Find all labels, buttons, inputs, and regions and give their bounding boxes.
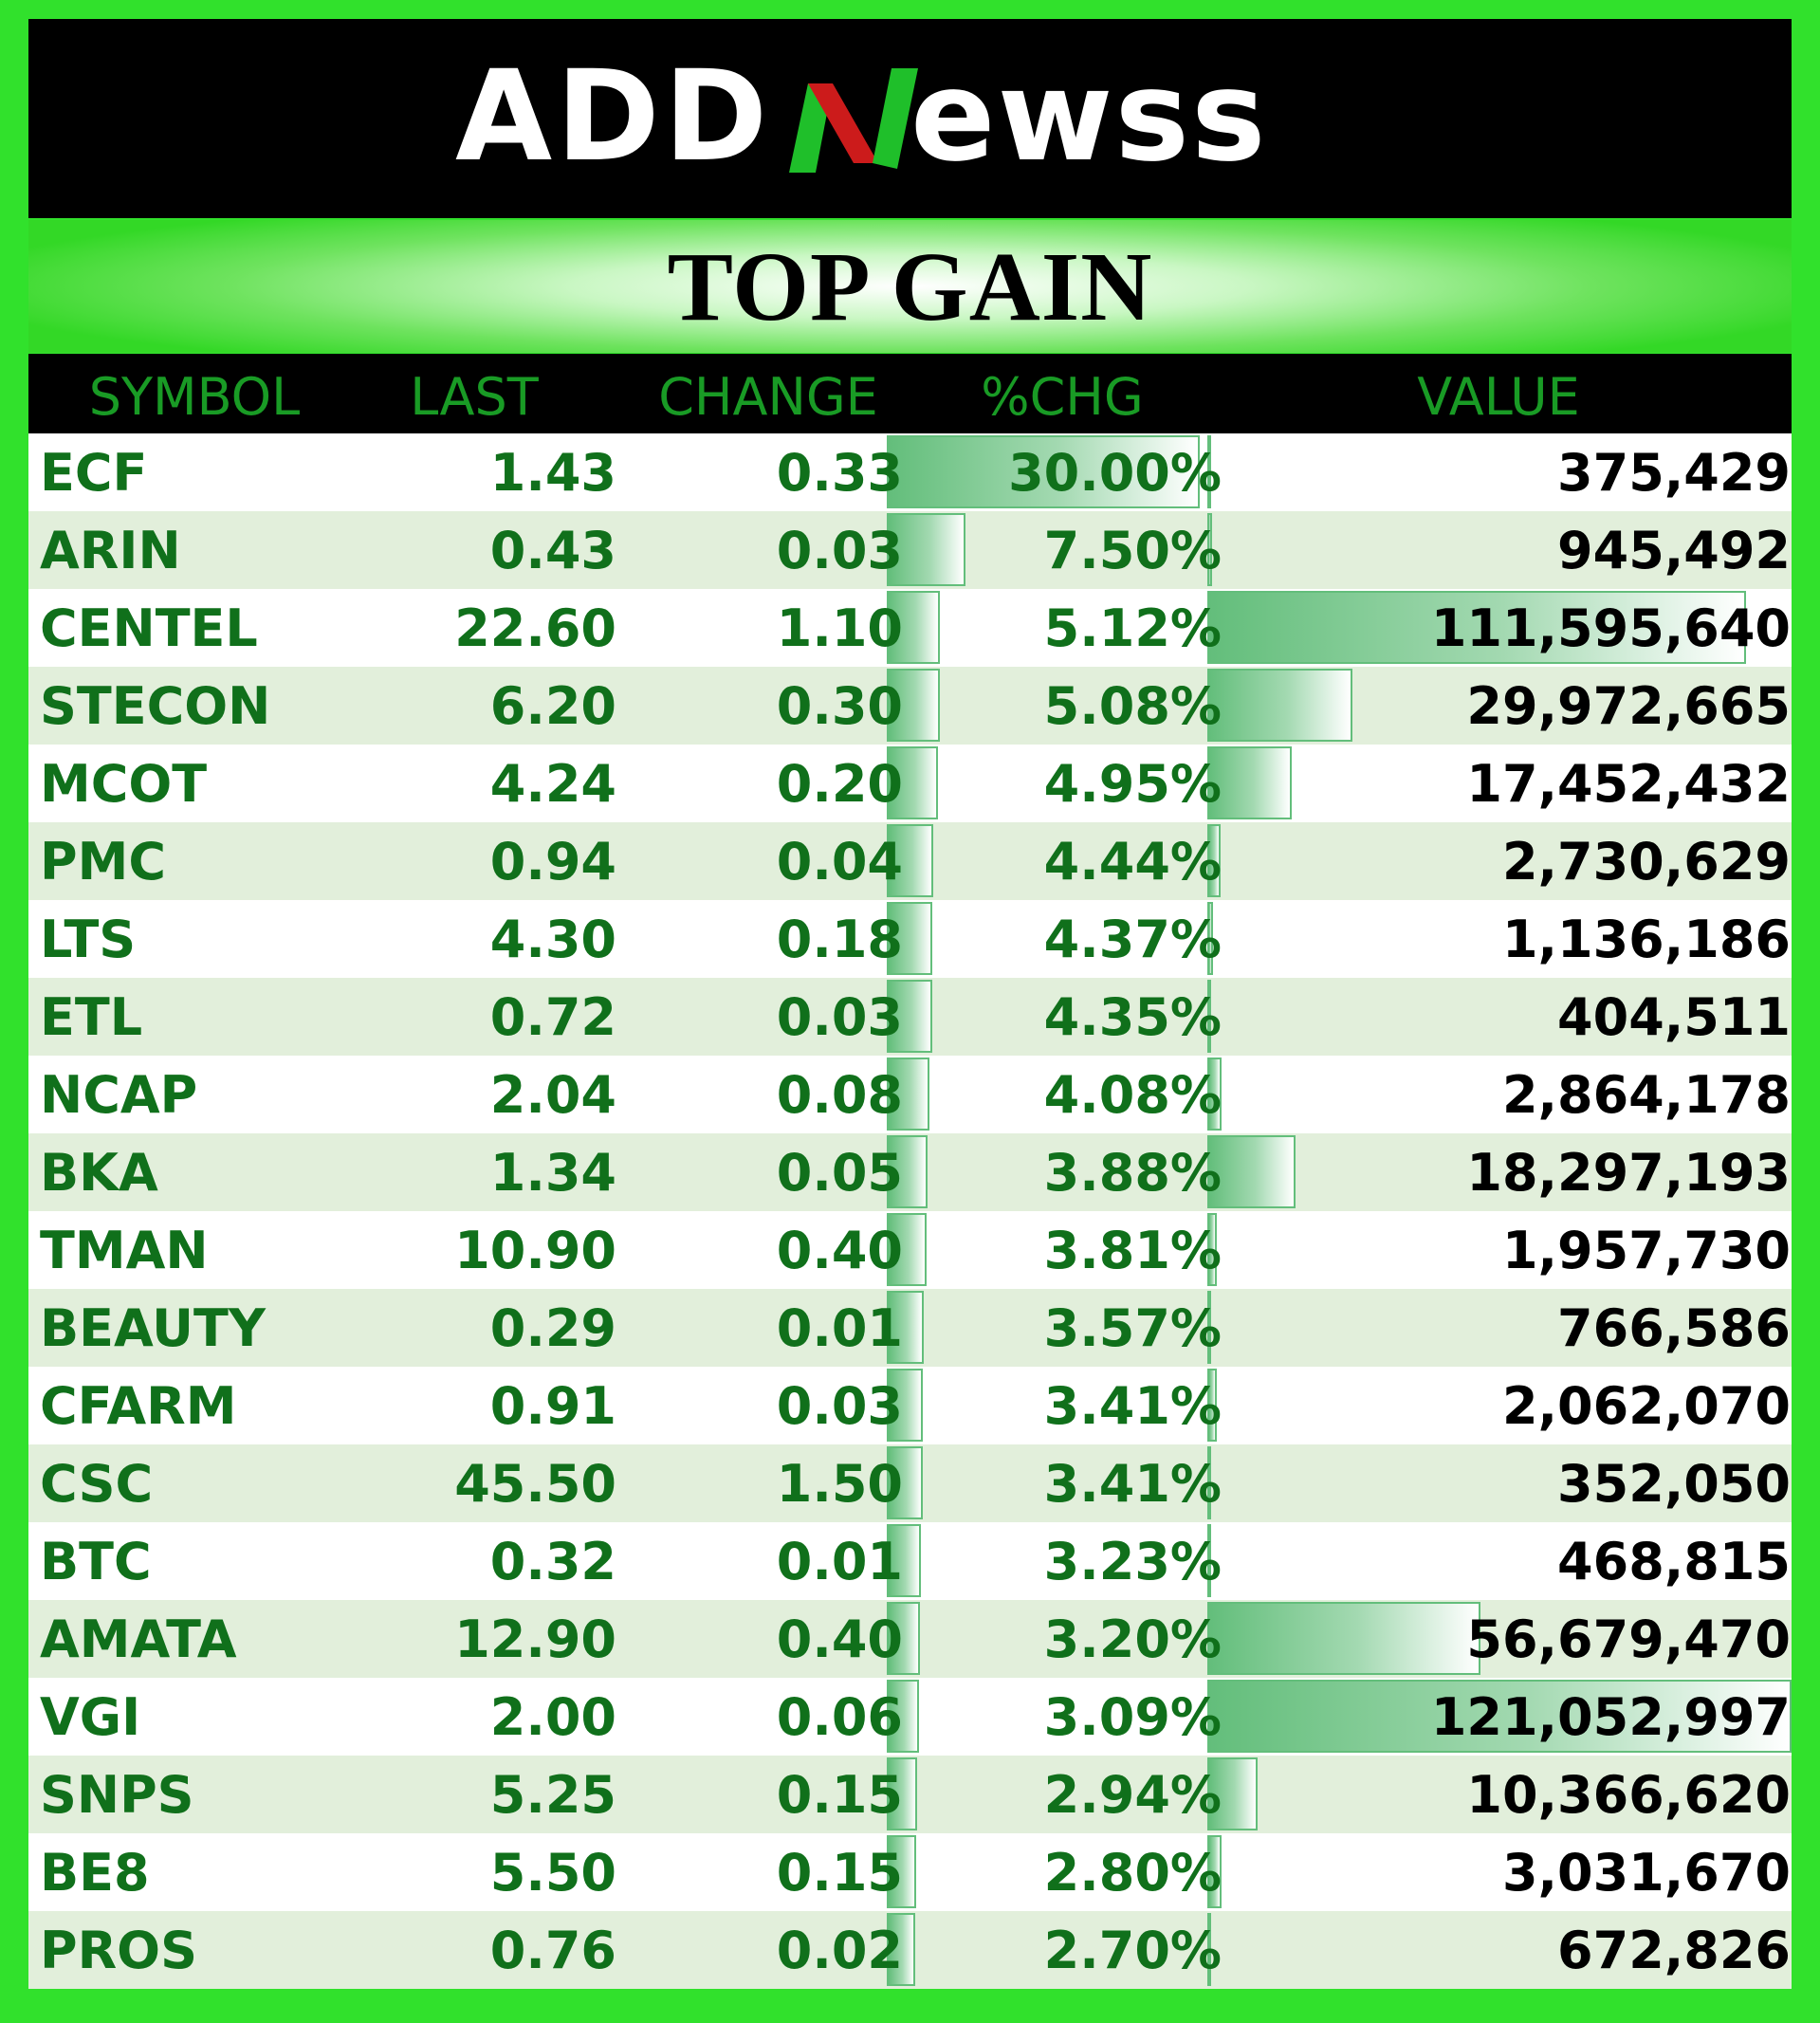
value-cell: 121,052,997	[1430, 1687, 1791, 1747]
last-price-cell: 5.25	[489, 1765, 616, 1825]
value-cell: 2,062,070	[1501, 1376, 1791, 1436]
symbol-cell: STECON	[40, 676, 271, 736]
table-row	[28, 1444, 1792, 1522]
change-cell: 0.15	[776, 1765, 903, 1825]
last-price-cell: 0.76	[489, 1921, 616, 1980]
change-cell: 0.03	[776, 521, 903, 580]
change-cell: 0.30	[776, 676, 903, 736]
table-row	[28, 1289, 1792, 1367]
table-row	[28, 745, 1792, 822]
last-price-cell: 5.50	[489, 1843, 616, 1903]
symbol-cell: AMATA	[40, 1609, 237, 1669]
header	[28, 19, 1792, 218]
value-cell: 2,730,629	[1501, 832, 1791, 892]
table-row	[28, 1211, 1792, 1289]
pct-change-cell: 3.20%	[1043, 1609, 1222, 1669]
table-row	[28, 511, 1792, 589]
change-cell: 0.02	[776, 1921, 903, 1980]
change-cell: 0.33	[776, 443, 903, 503]
change-cell: 0.15	[776, 1843, 903, 1903]
pct-change-cell: 30.00%	[1008, 443, 1222, 503]
last-price-cell: 0.91	[489, 1376, 616, 1436]
title-band	[28, 220, 1792, 353]
pct-change-cell: 3.81%	[1043, 1221, 1222, 1280]
change-cell: 0.08	[776, 1065, 903, 1125]
symbol-cell: BEAUTY	[40, 1298, 266, 1358]
symbol-cell: ETL	[40, 987, 143, 1047]
value-cell: 3,031,670	[1501, 1843, 1791, 1903]
column-header-pct-change: %CHG	[981, 367, 1144, 427]
last-price-cell: 45.50	[454, 1454, 616, 1514]
value-cell: 468,815	[1557, 1532, 1791, 1591]
last-price-cell: 6.20	[489, 676, 616, 736]
change-cell: 0.20	[776, 754, 903, 814]
last-price-cell: 0.72	[489, 987, 616, 1047]
symbol-cell: NCAP	[40, 1065, 198, 1125]
table-row	[28, 1678, 1792, 1756]
symbol-cell: PROS	[40, 1921, 197, 1980]
table-row	[28, 589, 1792, 667]
pct-change-cell: 4.08%	[1043, 1065, 1222, 1125]
table-row	[28, 1756, 1792, 1833]
pct-change-cell: 4.35%	[1043, 987, 1222, 1047]
value-cell: 1,957,730	[1501, 1221, 1791, 1280]
last-price-cell: 0.94	[489, 832, 616, 892]
pct-change-cell: 3.57%	[1043, 1298, 1222, 1358]
pct-change-cell: 3.88%	[1043, 1143, 1222, 1203]
symbol-cell: ARIN	[40, 521, 181, 580]
column-header-change: CHANGE	[658, 367, 878, 427]
last-price-cell: 0.29	[489, 1298, 616, 1358]
change-cell: 0.01	[776, 1298, 903, 1358]
last-price-cell: 0.43	[489, 521, 616, 580]
last-price-cell: 4.30	[489, 910, 616, 969]
table-row	[28, 433, 1792, 511]
table-row	[28, 1911, 1792, 1989]
pct-change-cell: 2.70%	[1043, 1921, 1222, 1980]
last-price-cell: 10.90	[454, 1221, 616, 1280]
symbol-cell: CENTEL	[40, 598, 258, 658]
value-cell: 29,972,665	[1466, 676, 1791, 736]
page-title: TOP GAIN	[667, 231, 1153, 341]
pct-change-cell: 3.09%	[1043, 1687, 1222, 1747]
table-row	[28, 667, 1792, 745]
symbol-cell: VGI	[40, 1687, 141, 1747]
symbol-cell: TMAN	[40, 1221, 209, 1280]
symbol-cell: LTS	[40, 910, 137, 969]
pct-change-cell: 2.80%	[1043, 1843, 1222, 1903]
column-header-symbol: SYMBOL	[88, 367, 301, 427]
symbol-cell: CSC	[40, 1454, 154, 1514]
change-cell: 0.40	[776, 1609, 903, 1669]
value-cell: 672,826	[1557, 1921, 1791, 1980]
value-cell: 2,864,178	[1501, 1065, 1791, 1125]
change-cell: 0.40	[776, 1221, 903, 1280]
pct-change-cell: 5.12%	[1043, 598, 1222, 658]
value-cell: 352,050	[1557, 1454, 1791, 1514]
last-price-cell: 22.60	[454, 598, 616, 658]
value-cell: 766,586	[1557, 1298, 1791, 1358]
table-row	[28, 978, 1792, 1056]
top-gain-table	[28, 354, 1792, 1988]
change-cell: 0.06	[776, 1687, 903, 1747]
last-price-cell: 2.00	[489, 1687, 616, 1747]
value-cell: 404,511	[1557, 987, 1791, 1047]
value-cell: 17,452,432	[1466, 754, 1791, 814]
addnewss-logo-icon	[455, 47, 1366, 190]
symbol-cell: BTC	[40, 1532, 152, 1591]
pct-change-cell: 3.41%	[1043, 1376, 1222, 1436]
pct-change-cell: 7.50%	[1043, 521, 1222, 580]
table-row	[28, 1600, 1792, 1678]
brand-logo	[28, 19, 1792, 218]
pct-change-cell: 2.94%	[1043, 1765, 1222, 1825]
value-cell: 111,595,640	[1430, 598, 1791, 658]
table-row	[28, 900, 1792, 978]
pct-change-cell: 4.95%	[1043, 754, 1222, 814]
value-cell: 10,366,620	[1466, 1765, 1791, 1825]
change-cell: 1.50	[776, 1454, 903, 1514]
change-cell: 0.04	[776, 832, 903, 892]
pct-change-cell: 3.41%	[1043, 1454, 1222, 1514]
svg-text:ADD: ADD	[454, 47, 771, 190]
table-row	[28, 1133, 1792, 1211]
table-row	[28, 1522, 1792, 1600]
pct-change-cell: 4.44%	[1043, 832, 1222, 892]
change-cell: 0.18	[776, 910, 903, 969]
symbol-cell: CFARM	[40, 1376, 237, 1436]
table-row	[28, 1833, 1792, 1911]
symbol-cell: MCOT	[40, 754, 208, 814]
value-cell: 945,492	[1557, 521, 1791, 580]
table-row	[28, 1056, 1792, 1133]
pct-change-cell: 5.08%	[1043, 676, 1222, 736]
table-header	[28, 354, 1792, 433]
change-cell: 0.05	[776, 1143, 903, 1203]
last-price-cell: 0.32	[489, 1532, 616, 1591]
column-header-value: VALUE	[1417, 367, 1580, 427]
pct-change-cell: 4.37%	[1043, 910, 1222, 969]
change-cell: 0.03	[776, 987, 903, 1047]
last-price-cell: 1.34	[489, 1143, 616, 1203]
symbol-cell: ECF	[40, 443, 148, 503]
column-header-last: LAST	[410, 367, 539, 427]
symbol-cell: BE8	[40, 1843, 150, 1903]
svg-text:ewss: ewss	[910, 47, 1268, 190]
symbol-cell: BKA	[40, 1143, 158, 1203]
value-cell: 1,136,186	[1501, 910, 1791, 969]
change-cell: 1.10	[776, 598, 903, 658]
last-price-cell: 2.04	[489, 1065, 616, 1125]
table-row	[28, 822, 1792, 900]
value-cell: 18,297,193	[1466, 1143, 1791, 1203]
change-cell: 0.01	[776, 1532, 903, 1591]
value-cell: 56,679,470	[1466, 1609, 1791, 1669]
symbol-cell: SNPS	[40, 1765, 194, 1825]
value-cell: 375,429	[1557, 443, 1791, 503]
last-price-cell: 1.43	[489, 443, 616, 503]
pct-change-cell: 3.23%	[1043, 1532, 1222, 1591]
last-price-cell: 12.90	[454, 1609, 616, 1669]
symbol-cell: PMC	[40, 832, 166, 892]
last-price-cell: 4.24	[489, 754, 616, 814]
change-cell: 0.03	[776, 1376, 903, 1436]
logo-n-mark	[789, 68, 918, 173]
table-row	[28, 1367, 1792, 1444]
